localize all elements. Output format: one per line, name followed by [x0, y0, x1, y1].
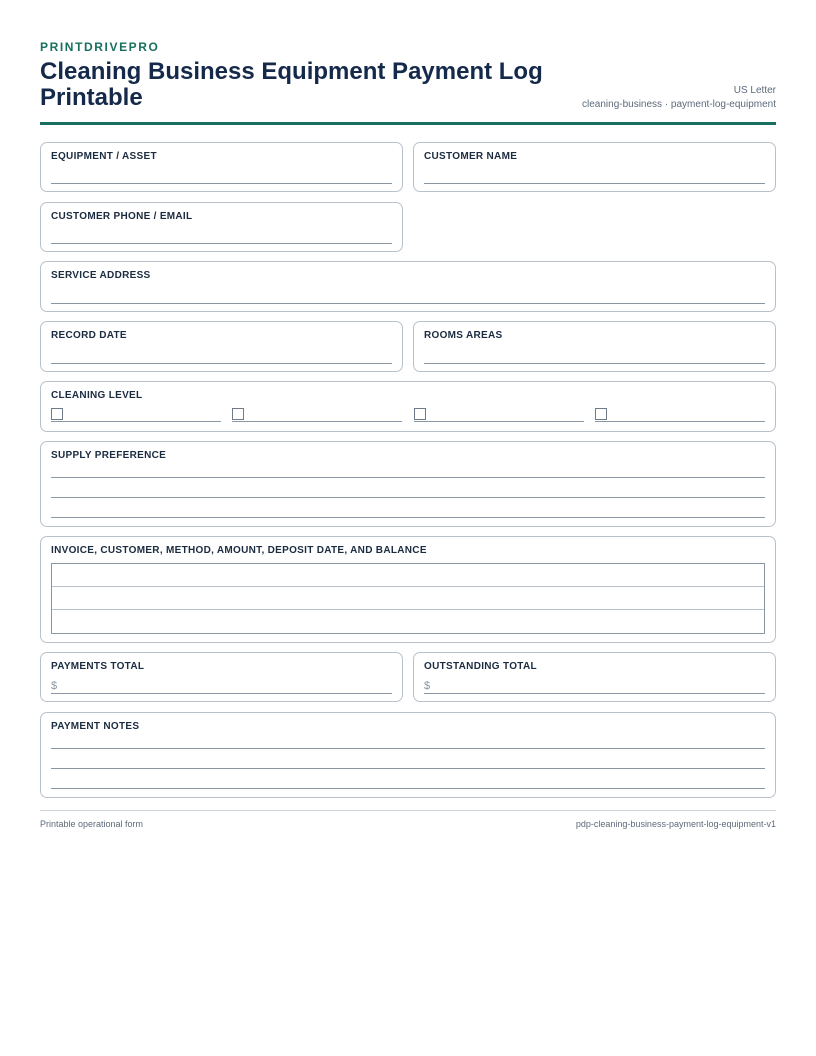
equipment-asset-field[interactable]	[40, 142, 403, 192]
page-title: Cleaning Business Equipment Payment Log Printable	[40, 58, 543, 111]
cleaning-level-option-3[interactable]	[414, 408, 584, 422]
record-date-field[interactable]	[40, 321, 403, 372]
equipment-asset-label: EQUIPMENT / ASSET	[51, 151, 157, 162]
checkbox[interactable]	[232, 408, 244, 420]
brand-name: PRINTDRIVEPRO	[40, 40, 160, 54]
customer-phone-email-line[interactable]	[51, 243, 392, 244]
payments-table-label: INVOICE, CUSTOMER, METHOD, AMOUNT, DEPOSIT DATE, AND BALANCE	[51, 545, 427, 556]
customer-phone-email-field[interactable]	[40, 202, 403, 252]
cleaning-level-field	[40, 381, 776, 432]
payment-notes-label: PAYMENT NOTES	[51, 721, 140, 732]
table-row[interactable]	[52, 587, 764, 610]
service-address-label: SERVICE ADDRESS	[51, 270, 151, 281]
table-row[interactable]	[52, 610, 764, 633]
rooms-areas-line[interactable]	[424, 363, 765, 364]
currency-prefix: $	[424, 680, 431, 692]
page-meta	[582, 84, 776, 112]
outstanding-total-line[interactable]	[424, 693, 765, 694]
rooms-areas-label: ROOMS AREAS	[424, 330, 503, 341]
customer-name-label: CUSTOMER NAME	[424, 151, 518, 162]
supply-preference-line-2[interactable]	[51, 497, 765, 498]
cleaning-level-label: CLEANING LEVEL	[51, 390, 143, 401]
currency-prefix: $	[51, 680, 58, 692]
supply-preference-label: SUPPLY PREFERENCE	[51, 450, 167, 461]
checkbox[interactable]	[414, 408, 426, 420]
payment-notes-line-3[interactable]	[51, 788, 765, 789]
rooms-areas-field[interactable]	[413, 321, 776, 372]
service-address-line[interactable]	[51, 303, 765, 304]
supply-preference-line-3[interactable]	[51, 517, 765, 518]
cleaning-level-option-1[interactable]	[51, 408, 221, 422]
header-rule	[40, 122, 776, 125]
equipment-asset-line[interactable]	[51, 183, 392, 184]
table-row[interactable]	[52, 564, 764, 587]
supply-preference-line-1[interactable]	[51, 477, 765, 478]
option-line[interactable]	[595, 421, 765, 422]
payments-table	[51, 563, 765, 634]
paper-size: US Letter	[733, 85, 776, 96]
outstanding-total-field[interactable]	[413, 652, 776, 702]
record-date-line[interactable]	[51, 363, 392, 364]
cleaning-level-option-4[interactable]	[595, 408, 765, 422]
option-line[interactable]	[51, 421, 221, 422]
option-line[interactable]	[414, 421, 584, 422]
payments-total-field[interactable]	[40, 652, 403, 702]
footer-form-id: pdp-cleaning-business-payment-log-equipment-v1	[575, 819, 776, 829]
payment-notes-line-2[interactable]	[51, 768, 765, 769]
payments-total-label: PAYMENTS TOTAL	[51, 661, 145, 672]
payment-notes-line-1[interactable]	[51, 748, 765, 749]
outstanding-total-label: OUTSTANDING TOTAL	[424, 661, 537, 672]
supply-preference-field[interactable]	[40, 441, 776, 527]
checkbox[interactable]	[51, 408, 63, 420]
payment-notes-field[interactable]	[40, 712, 776, 798]
footer-rule	[40, 810, 776, 811]
cleaning-level-option-2[interactable]	[232, 408, 402, 422]
payments-table-section	[40, 536, 776, 643]
customer-name-field[interactable]	[413, 142, 776, 192]
customer-phone-email-label: CUSTOMER PHONE / EMAIL	[51, 211, 193, 222]
checkbox[interactable]	[595, 408, 607, 420]
service-address-field[interactable]	[40, 261, 776, 312]
form-slug: cleaning-business · payment-log-equipment	[582, 99, 776, 110]
customer-name-line[interactable]	[424, 183, 765, 184]
payments-total-line[interactable]	[51, 693, 392, 694]
footer-left: Printable operational form	[40, 819, 144, 829]
record-date-label: RECORD DATE	[51, 330, 127, 341]
option-line[interactable]	[232, 421, 402, 422]
